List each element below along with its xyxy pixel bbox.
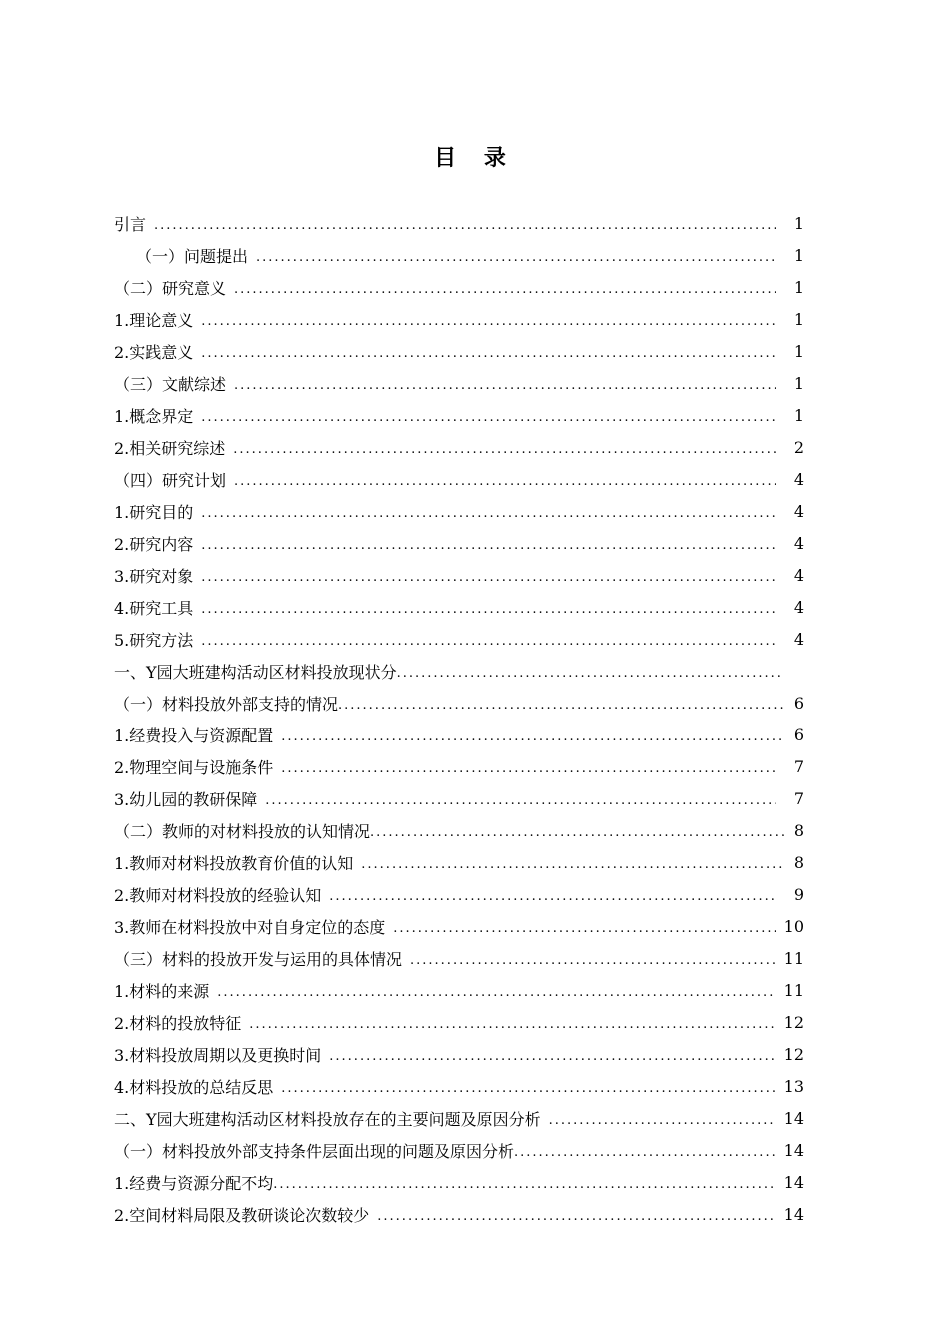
- dot-leader: [281, 730, 784, 743]
- toc-entry[interactable]: [114, 687, 804, 719]
- toc-entry-page: 6: [793, 725, 804, 745]
- toc-entry-label: （一）材料投放外部支持的情况: [114, 694, 339, 714]
- toc-entry-label: 二、Y园大班建构活动区材料投放存在的主要问题及原因分析: [114, 1109, 541, 1129]
- toc-entry-label: 3.教师在材料投放中对自身定位的态度: [114, 918, 386, 938]
- toc-entry[interactable]: [114, 847, 804, 879]
- toc-entry-label: 5.研究方法: [114, 630, 194, 650]
- toc-entry[interactable]: [114, 623, 804, 655]
- toc-entry[interactable]: [114, 464, 804, 496]
- toc-entry-page: 7: [793, 757, 804, 777]
- dot-leader: [249, 1018, 775, 1031]
- dot-leader: [361, 858, 784, 871]
- toc-entry-label: （一）材料投放外部支持条件层面出现的问题及原因分析: [114, 1141, 515, 1161]
- toc-entry[interactable]: [114, 432, 804, 464]
- toc-entry[interactable]: [114, 815, 804, 847]
- toc-entry-label: 1.教师对材料投放教育价值的认知: [114, 854, 354, 874]
- toc-entry-label: （二）教师的对材料投放的认知情况: [114, 822, 371, 842]
- toc-entry-label: 1.研究目的: [114, 502, 194, 522]
- toc-entry-label: 1.材料的来源: [114, 981, 210, 1001]
- dot-leader: [410, 954, 776, 967]
- toc-entry-page: 1: [793, 374, 804, 394]
- dot-leader: [154, 219, 776, 232]
- toc-entry[interactable]: [114, 911, 804, 943]
- toc-entry-page: 14: [783, 1108, 804, 1128]
- dot-leader: [281, 762, 776, 775]
- dot-leader: [549, 1114, 776, 1127]
- toc-entry-page: 4: [793, 629, 804, 649]
- toc-entry-label: 2.相关研究综述: [114, 439, 226, 459]
- toc-entry[interactable]: [114, 1198, 804, 1230]
- dot-leader: [273, 1178, 775, 1191]
- toc-entry-page: 10: [783, 917, 804, 937]
- toc-entry-label: （三）材料的投放开发与运用的具体情况: [114, 950, 403, 970]
- dot-leader: [201, 635, 776, 648]
- toc-entry[interactable]: [114, 1006, 804, 1038]
- toc-entry[interactable]: [114, 751, 804, 783]
- toc-entry-label: 1.经费投入与资源配置: [114, 726, 274, 746]
- dot-leader: [377, 1210, 775, 1223]
- dot-leader: [233, 443, 776, 456]
- dot-leader: [281, 1082, 775, 1095]
- toc-entry[interactable]: [114, 240, 804, 272]
- dot-leader: [201, 411, 776, 424]
- toc-entry-page: 4: [793, 469, 804, 489]
- toc-entry-page: 7: [793, 789, 804, 809]
- toc-entry-page: 1: [793, 214, 804, 234]
- toc-entry[interactable]: [114, 655, 804, 687]
- dot-leader: [265, 794, 776, 807]
- toc-entry[interactable]: [114, 272, 804, 304]
- toc-entry-page: 1: [793, 278, 804, 298]
- dot-leader: [234, 475, 776, 488]
- dot-leader: [370, 826, 784, 839]
- dot-leader: [201, 603, 776, 616]
- toc-entry[interactable]: [114, 879, 804, 911]
- toc-entry-label: 1.概念界定: [114, 407, 194, 427]
- dot-leader: [201, 315, 776, 328]
- toc-entry-label: （一）问题提出: [136, 247, 249, 267]
- toc-entry[interactable]: [114, 208, 804, 240]
- toc-entry[interactable]: [114, 1102, 804, 1134]
- toc-entry-label: 2.空间材料局限及教研谈论次数较少: [114, 1205, 370, 1225]
- toc-entry[interactable]: [114, 495, 804, 527]
- toc-entry-label: 2.教师对材料投放的经验认知: [114, 886, 322, 906]
- toc-entry-page: 6: [793, 693, 804, 713]
- toc-entry-page: 4: [793, 597, 804, 617]
- toc-entry-page: 14: [783, 1204, 804, 1224]
- toc-entry-page: 9: [793, 885, 804, 905]
- toc-entry-label: 2.研究内容: [114, 534, 194, 554]
- dot-leader: [329, 1050, 775, 1063]
- toc-entry[interactable]: [114, 591, 804, 623]
- toc-entry-page: 4: [793, 565, 804, 585]
- dot-leader: [201, 507, 776, 520]
- toc-entry-page: 11: [783, 949, 804, 969]
- toc-entry[interactable]: [114, 1166, 804, 1198]
- toc-entry[interactable]: [114, 527, 804, 559]
- toc-entry-page: 4: [793, 533, 804, 553]
- toc-entry[interactable]: [114, 1134, 804, 1166]
- dot-leader: [201, 571, 776, 584]
- toc-entry-label: 2.材料的投放特征: [114, 1013, 242, 1033]
- toc-entry-page: 11: [783, 980, 804, 1000]
- toc-entry-label: 引言: [114, 215, 147, 235]
- toc-entry-page: 14: [783, 1172, 804, 1192]
- dot-leader: [256, 251, 776, 264]
- toc-entry-page: 14: [783, 1140, 804, 1160]
- toc-entry-label: 4.材料投放的总结反思: [114, 1077, 274, 1097]
- toc-entry-label: 2.物理空间与设施条件: [114, 758, 274, 778]
- toc-entry[interactable]: [114, 1038, 804, 1070]
- toc-entry[interactable]: [114, 1070, 804, 1102]
- toc-entry-page: 13: [783, 1076, 804, 1096]
- toc-entry[interactable]: [114, 559, 804, 591]
- toc-entry-page: 1: [793, 406, 804, 426]
- toc-entry-label: 3.材料投放周期以及更换时间: [114, 1045, 322, 1065]
- toc-title: 目 录: [434, 146, 516, 171]
- toc-entry-page: 1: [793, 246, 804, 266]
- dot-leader: [514, 1146, 776, 1159]
- dot-leader: [201, 539, 776, 552]
- toc-entry-page: 8: [793, 853, 804, 873]
- toc-entry-label: （三）文献综述: [114, 375, 227, 395]
- toc-entry[interactable]: [114, 719, 804, 751]
- toc-entry[interactable]: [114, 368, 804, 400]
- toc-entry[interactable]: [114, 400, 804, 432]
- toc-entry-label: 3.幼儿园的教研保障: [114, 790, 258, 810]
- toc-entry-page: 2: [793, 438, 804, 458]
- toc-entry-label: 2.实践意义: [114, 343, 194, 363]
- toc-entry-page: 4: [793, 501, 804, 521]
- toc-entry[interactable]: [114, 975, 804, 1007]
- toc-entry-label: （四）研究计划: [114, 470, 227, 490]
- toc-entry-label: 一、Y园大班建构活动区材料投放现状分: [114, 662, 397, 682]
- dot-leader: [217, 986, 775, 999]
- toc-entry-page: 1: [793, 342, 804, 362]
- toc-entry[interactable]: [114, 304, 804, 336]
- dot-leader: [234, 283, 776, 296]
- dot-leader: [329, 890, 776, 903]
- dot-leader: [201, 347, 776, 360]
- toc-entry-page: 1: [793, 310, 804, 330]
- dot-leader: [397, 667, 784, 680]
- toc-entry[interactable]: [114, 783, 804, 815]
- toc-entry-page: 12: [783, 1044, 804, 1064]
- toc-entry-label: 4.研究工具: [114, 598, 194, 618]
- dot-leader: [234, 379, 776, 392]
- toc-entry-page: 8: [793, 821, 804, 841]
- toc-entry-label: 1.理论意义: [114, 311, 194, 331]
- toc-entry-page: 12: [783, 1012, 804, 1032]
- dot-leader: [393, 922, 775, 935]
- toc-entry-label: 1.经费与资源分配不均: [114, 1173, 274, 1193]
- toc-list: [114, 208, 804, 1230]
- toc-entry[interactable]: [114, 943, 804, 975]
- dot-leader: [338, 699, 784, 712]
- toc-entry-label: （二）研究意义: [114, 279, 227, 299]
- toc-entry-label: 3.研究对象: [114, 566, 194, 586]
- toc-entry[interactable]: [114, 336, 804, 368]
